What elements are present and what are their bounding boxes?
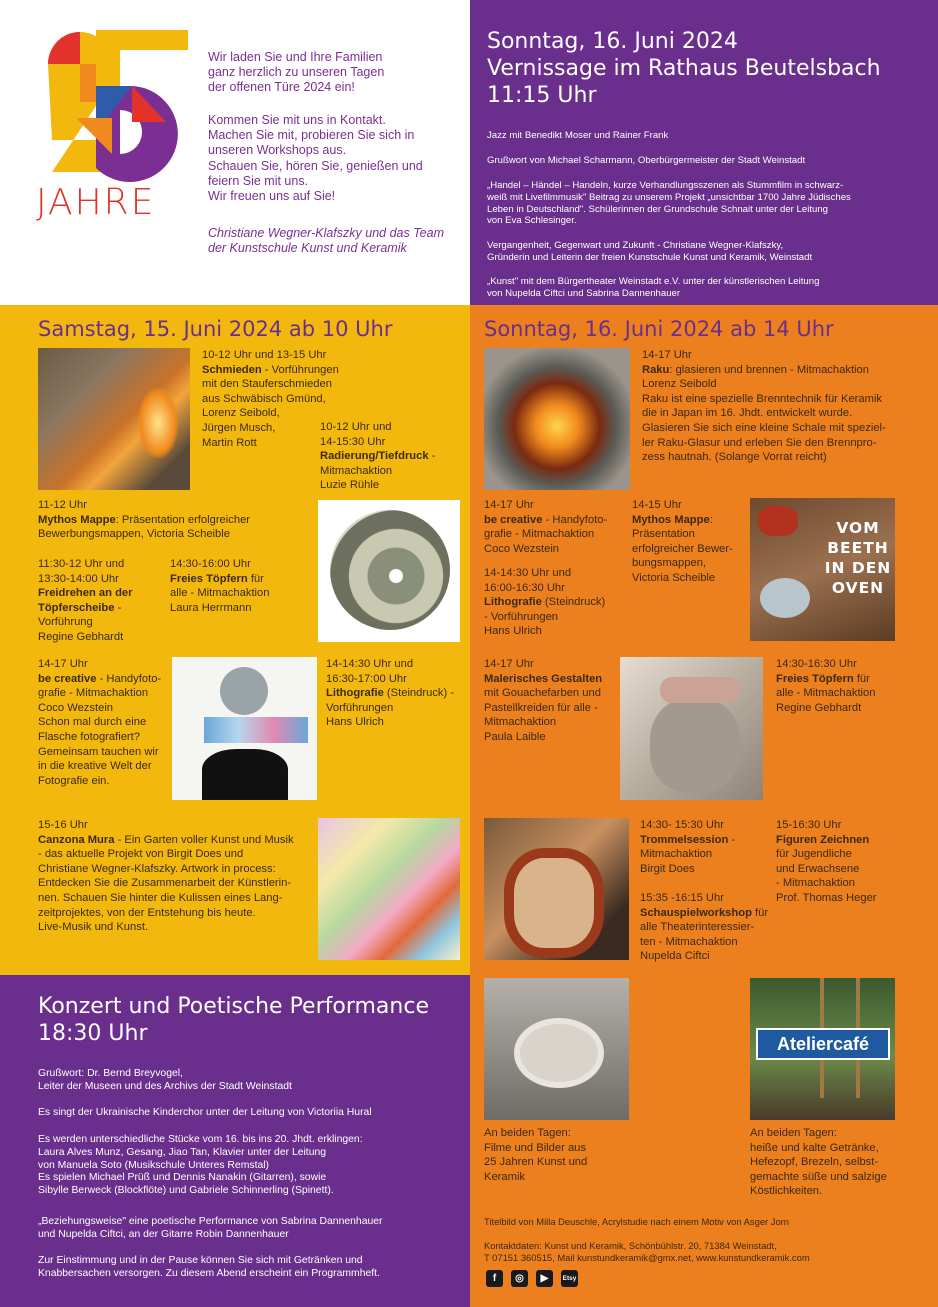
saturday-heading: Samstag, 15. Juni 2024 ab 10 Uhr xyxy=(38,317,393,341)
saturday-event-lithography xyxy=(326,657,470,730)
saturday-event-portfolio xyxy=(38,498,298,542)
image-credit: Titelbild von Milla Deuschle, Acrylstudie nach einem Motiv von Asger Jorn xyxy=(484,1216,789,1227)
event-details: - Vorführungen mit den Stauferschmieden aus Schwäbisch Gmünd, Lorenz Seibold, Jürgen Musch, Martin Rott xyxy=(202,363,339,449)
sunday-event-portfolio xyxy=(632,498,750,586)
event-time: 11:30-12 Uhr und 13:30-14:00 Uhr xyxy=(38,558,125,585)
anniversary-logo xyxy=(36,22,196,232)
sunday-event-pottery xyxy=(776,657,916,715)
event-time: 15-16 Uhr xyxy=(38,819,88,831)
event-time: 15-16:30 Uhr xyxy=(776,819,842,831)
event-title: Radierung/Tiefdruck xyxy=(320,450,429,463)
saturday-event-canzona xyxy=(38,818,318,935)
etsy-icon[interactable]: Etsy xyxy=(561,1270,578,1287)
photo-woman-bottle-image xyxy=(172,657,317,800)
event-title: Mythos Mappe xyxy=(632,513,710,526)
event-title: Freies Töpfern xyxy=(776,672,854,685)
blacksmith-photo xyxy=(38,348,190,490)
body-shape xyxy=(202,749,288,800)
concert-choir: Es singt der Ukrainische Kinderchor unter der Leitung von Victoriia Hural xyxy=(38,1107,372,1118)
concert-closing: Zur Einstimmung und in der Pause können Sie sich mit Getränken und Knabbersachen versorgen. Zu diesem Abend erscheint ein Programmheft. xyxy=(38,1255,380,1279)
sunday-heading: Sonntag, 16. Juni 2024 ab 14 Uhr xyxy=(484,317,834,341)
concert-heading: Konzert und Poetische Performance 18:30 Uhr xyxy=(38,994,429,1046)
saturday-event-pottery xyxy=(170,557,310,615)
event-title: Canzona Mura xyxy=(38,833,115,846)
book-cover-image xyxy=(750,498,895,641)
event-title: Lithografie xyxy=(484,596,542,609)
saturday-event-photography xyxy=(38,657,173,788)
event-time: 14:30-16:00 Uhr xyxy=(170,558,251,570)
vernissage-item: „Kunst" mit dem Bürgertheater Weinstadt e.V. unter der künstlerischen Leitung von Nupelda Ciftci und Sabrina Dannenhauer xyxy=(487,276,820,299)
event-title: be creative xyxy=(484,513,543,526)
intro-signature: Christiane Wegner-Klafszky und das Team der Kunstschule Kunst und Keramik xyxy=(208,226,444,256)
saturday-event-etching xyxy=(320,420,470,493)
both-days-films: An beiden Tagen: Filme und Bilder aus 25 Jahren Kunst und Keramik xyxy=(484,1127,588,1183)
event-details: mit Gouachefarben und Pastellkreiden für alle - Mitmachaktion Paula Laible xyxy=(484,687,601,743)
event-time: 11-12 Uhr xyxy=(38,499,87,511)
event-time: 14-17 Uhr xyxy=(642,349,692,361)
event-details: - Vorführung Regine Gebhardt xyxy=(38,601,124,643)
ateliercafe-sign: Ateliercafé xyxy=(756,1028,890,1060)
sunday-event-lithography xyxy=(484,566,624,639)
vernissage-item: Jazz mit Benedikt Moser und Rainer Frank xyxy=(487,130,669,141)
event-details: - Handyfoto- grafie - Mitmachaktion Coco Wezstein xyxy=(484,513,608,555)
event-time: 14-17 Uhr xyxy=(484,499,534,511)
event-time: 14-15 Uhr xyxy=(632,499,682,511)
watercolor-garden-image xyxy=(318,818,460,960)
event-time: 10-12 Uhr und 13-15 Uhr xyxy=(202,349,327,361)
event-time: 15:35 -16:15 Uhr xyxy=(640,892,724,904)
etching-print-image xyxy=(318,500,460,642)
sunday-event-theatre xyxy=(640,891,772,964)
raku-fire-photo xyxy=(484,348,630,490)
vernissage-item: Grußwort von Michael Scharmann, Oberbürgermeister der Stadt Weinstadt xyxy=(487,155,806,166)
event-details: für alle - Mitmachaktion Laura Herrmann xyxy=(170,572,270,614)
sunday-event-painting xyxy=(484,657,620,745)
chili-shape xyxy=(758,506,798,536)
clay-pot-shape xyxy=(650,697,740,792)
book-title: VOM BEETH IN DEN OVEN xyxy=(824,519,892,597)
event-title: Raku xyxy=(642,363,670,376)
event-title: be creative xyxy=(38,672,97,685)
saturday-event-throwing xyxy=(38,557,178,645)
event-details: für Jugendliche und Erwachsene - Mitmachaktion Prof. Thomas Heger xyxy=(776,848,877,904)
event-time: 14-14:30 Uhr und 16:00-16:30 Uhr xyxy=(484,567,572,594)
event-time: 14-14:30 Uhr und 16:30-17:00 Uhr xyxy=(326,658,414,685)
event-time: 14-17 Uhr xyxy=(38,658,88,670)
pottery-wheel-photo xyxy=(484,978,629,1120)
event-title: Figuren Zeichnen xyxy=(776,833,870,846)
logo-jahre-text: JAHRE xyxy=(36,182,156,223)
bottle-image-shape xyxy=(204,717,308,743)
event-title: Schmieden xyxy=(202,363,262,376)
event-details: : Präsentation erfolgreicher Bewer- bungsmappen, Victoria Scheible xyxy=(632,513,733,584)
contact-info: Kontaktdaten: Kunst und Keramik, Schönbühlstr. 20, 71384 Weinstadt, T 07151 360515, Mail kunstundkeramik@gmx.net, www.kunstundkeramik.com xyxy=(484,1240,810,1263)
event-time: 14-17 Uhr xyxy=(484,658,534,670)
event-details: - Mitmachaktion Birgit Does xyxy=(640,833,736,875)
event-details: (Steindruck) - Vorführungen Hans Ulrich xyxy=(484,596,606,638)
event-title: Lithografie xyxy=(326,687,384,700)
event-details: - Mitmachaktion Luzie Rühle xyxy=(320,450,436,492)
event-time: 14:30-16:30 Uhr xyxy=(776,658,857,670)
fire-shape xyxy=(138,388,178,458)
event-details: - Ein Garten voller Kunst und Musik - das aktuelle Projekt von Birgit Does und Christiane Wegner-Klafszky. Artwork in process: Entdecken Sie die Zusammenarbeit der Künstlerin- nen. Schauen Sie hinter die Kulissen eines Lang- zeitprojektes, von der Entstehung bis heute. Live-Musik und Kunst. xyxy=(38,833,294,934)
drum-session-photo xyxy=(484,818,629,960)
event-title: Malerisches Gestalten xyxy=(484,672,603,685)
event-time: 10-12 Uhr und 14-15:30 Uhr xyxy=(320,421,392,448)
bowl-on-wheel-shape xyxy=(514,1018,604,1088)
concert-performance: „Beziehungsweise" eine poetische Performance von Sabrina Dannenhauer und Nupelda Ciftci, an der Gitarre Robin Dannenhauer xyxy=(38,1216,383,1240)
event-details: (Steindruck) - Vorführungen Hans Ulrich xyxy=(326,687,455,729)
facebook-icon[interactable]: f xyxy=(486,1270,503,1287)
event-details: - Handyfoto- grafie - Mitmachaktion Coco Wezstein Schon mal durch eine Flasche fotografiert? Gemeinsam tauchen wir in die kreative Welt der Fotografie ein. xyxy=(38,672,162,787)
bowl-shape xyxy=(760,578,810,618)
vernissage-item: Vergangenheit, Gegenwart und Zukunft - Christiane Wegner-Klafszky, Gründerin und Leiterin der freien Kunstschule Kunst und Keramik, Weinstadt xyxy=(487,240,813,263)
event-details: für alle - Mitmachaktion Regine Gebhardt xyxy=(776,672,876,714)
disc-print-shape xyxy=(330,510,450,630)
head-shape xyxy=(220,667,268,715)
both-days-cafe: An beiden Tagen: heiße und kalte Getränke, Hefezopf, Brezeln, selbst- gemachte süße und salzige Köstlichkeiten. xyxy=(750,1127,887,1198)
hands-shape xyxy=(660,677,740,703)
event-title: Schauspielworkshop xyxy=(640,906,752,919)
instagram-icon[interactable]: ◎ xyxy=(511,1270,528,1287)
vernissage-heading: Sonntag, 16. Juni 2024 Vernissage im Rathaus Beutelsbach 11:15 Uhr xyxy=(487,29,881,108)
event-details: : Präsentation erfolgreicher Bewerbungsmappen, Victoria Scheible xyxy=(38,513,251,541)
intro-paragraph-1: Wir laden Sie und Ihre Familien ganz herzlich zu unseren Tagen der offenen Türe 2024 ein! xyxy=(208,50,385,95)
event-time: 14:30- 15:30 Uhr xyxy=(640,819,724,831)
event-title: Trommelsession xyxy=(640,833,729,846)
social-links xyxy=(486,1270,578,1287)
concert-greeting: Grußwort: Dr. Bernd Breyvogel, Leiter der Museen und des Archivs der Stadt Weinstadt xyxy=(38,1068,292,1092)
concert-pieces: Es werden unterschiedliche Stücke vom 16. bis ins 20. Jhdt. erklingen: Laura Alves Munz, Gesang, Jiao Tan, Klavier unter der Leitung von Manuela Soto (Musikschule Unteres Remstal) Es spielen Michael Prüß und Dennis Nanakin (Gitarren), sowie Sibylle Berweck (Blockflöte) und Gabriele Schinnerling (Spinett). xyxy=(38,1134,363,1197)
drum-shape xyxy=(504,848,604,958)
sunday-event-raku xyxy=(642,348,912,465)
youtube-icon[interactable]: ▶ xyxy=(536,1270,553,1287)
sunday-event-drums xyxy=(640,818,770,876)
event-details: für alle Theaterinteressier- ten - Mitmachaktion Nupelda Ciftci xyxy=(640,906,769,963)
intro-paragraph-2: Kommen Sie mit uns in Kontakt. Machen Sie mit, probieren Sie sich in unseren Workshops aus. Schauen Sie, hören Sie, genießen und feiern Sie mit uns. Wir freuen uns auf Sie! xyxy=(208,113,423,204)
vernissage-item: „Handel – Händel – Handeln, kurze Verhandlungsszenen als Stummfilm in schwarz- weiß mit Livefilmmusik" Beitrag zu unserem Projekt „unsichtbar 1700 Jahre Jüdisches Leben in Deutschland". Schülerinnen der Grundschule Schnait unter der Leitung von Eva Schlesinger. xyxy=(487,180,851,227)
event-title: Freies Töpfern xyxy=(170,572,248,585)
ateliercafe-photo xyxy=(750,978,895,1120)
sunday-event-drawing xyxy=(776,818,916,906)
pottery-hands-photo xyxy=(620,657,763,800)
event-title: Freidrehen an der Töpferscheibe xyxy=(38,587,133,614)
event-details: : glasieren und brennen - Mitmachaktion Lorenz Seibold Raku ist eine spezielle Brenntechnik für Keramik die in Japan im 16. Jhdt. entwickelt wurde. Glasieren Sie sich eine kleine Schale mit speziel- ler Raku-Glasur und erleben Sie den Brennpro- zess hautnah. (Solange Vorrat reicht) xyxy=(642,363,886,464)
event-title: Mythos Mappe xyxy=(38,513,116,526)
sunday-event-photography xyxy=(484,498,624,556)
